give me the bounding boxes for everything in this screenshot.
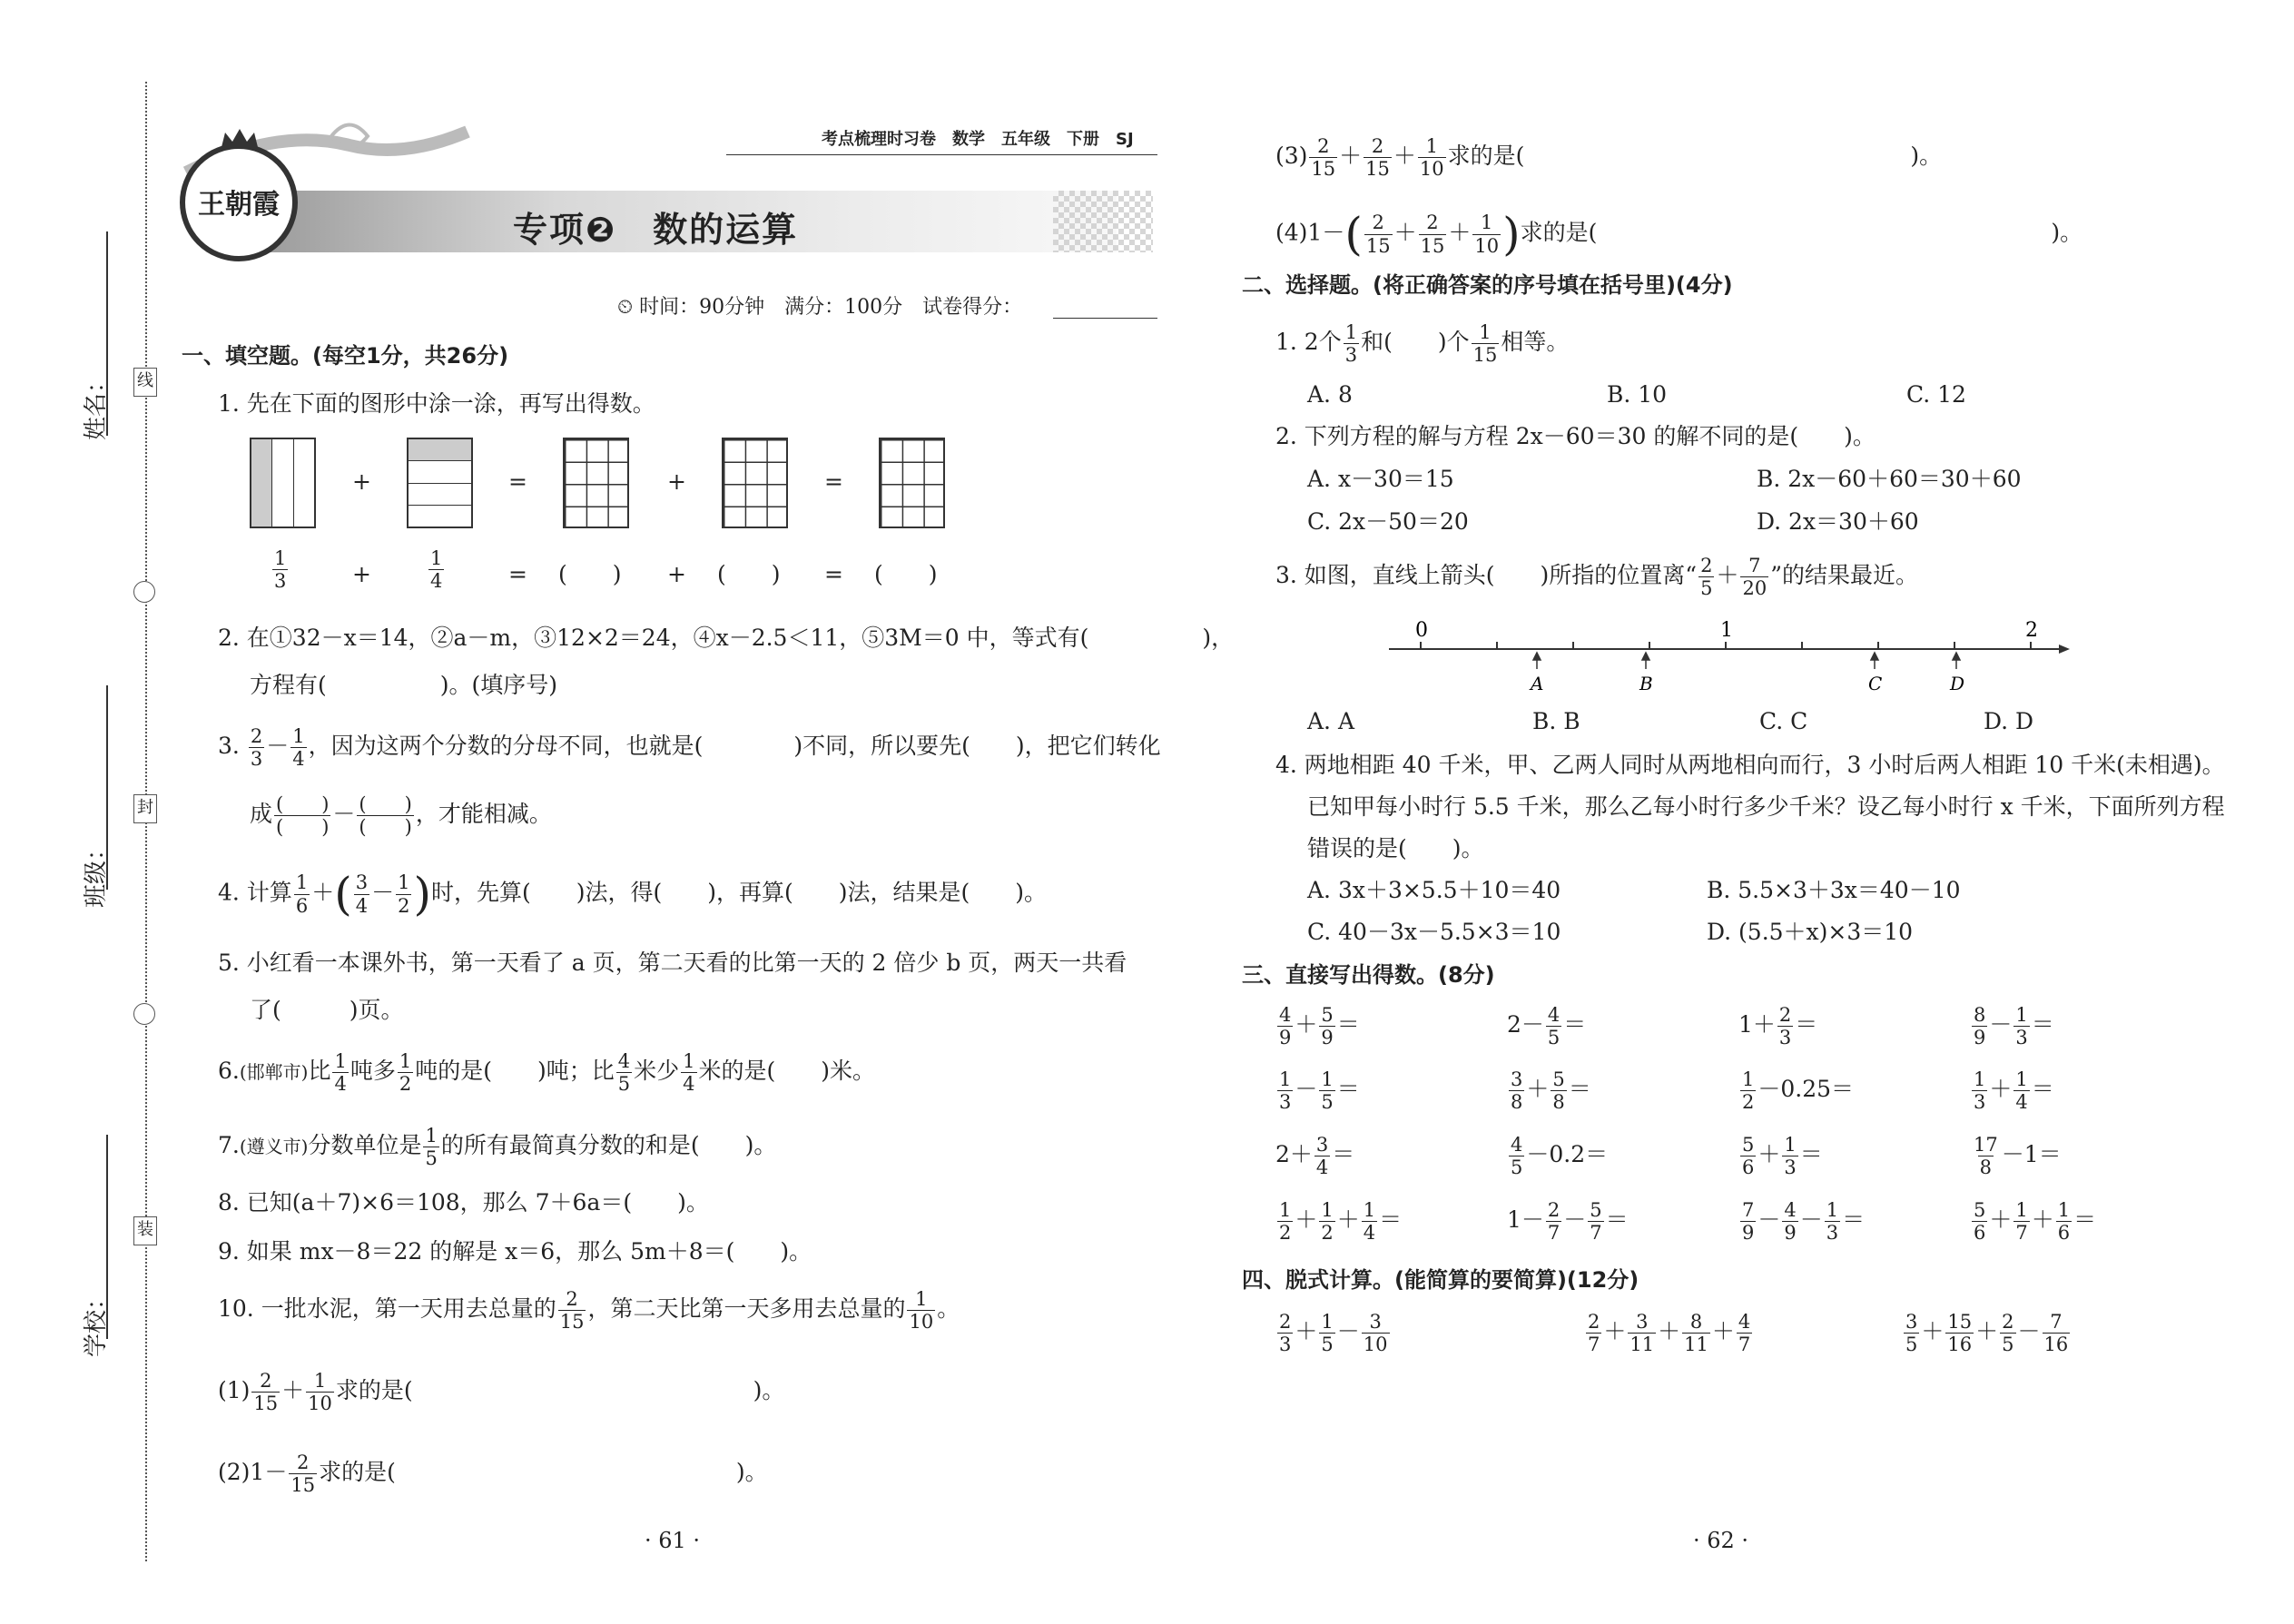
section-2-heading: 二、选择题。(将正确答案的序号填在括号里)(4分) xyxy=(1242,272,1733,298)
calc-item: $\frac{5}{6}$ ＋ $\frac{1}{7}$ ＋ $\frac{1}{6}$ ＝ xyxy=(1974,1199,2097,1245)
calc-item: $\frac{2}{7}$ ＋ $\frac{3}{11}$ ＋ $\frac{8}{11}$ ＋ $\frac{4}{7}$ xyxy=(1588,1311,1751,1356)
q8-text: 8. 已知(a＋7)×6＝108，那么 7＋6a＝( )。 xyxy=(218,1189,709,1216)
header-rule xyxy=(726,154,1157,155)
logo-text: 王朝霞 xyxy=(198,189,280,221)
q2-text-2: 方程有( )。(填序号) xyxy=(250,672,558,698)
q5-text: 5. 小红看一本课外书，第一天看了 a 页，第二天看的比第一天的 2 倍少 b 页，两天一共看 xyxy=(218,950,1127,976)
time-info xyxy=(617,298,1022,318)
equals-sign: = xyxy=(824,468,843,495)
checker-decoration xyxy=(1053,191,1153,252)
q3-text-2: 成 $\frac{( )}{( )}$ － $\frac{( )}{( )}$ ，才能相减。 xyxy=(250,793,552,839)
c4-option-c[interactable]: C. 40－3x－5.5×3＝10 xyxy=(1307,919,1561,945)
calc-item: $\frac{1}{3}$ － $\frac{1}{5}$ ＝ xyxy=(1279,1068,1360,1114)
edition: SJ xyxy=(1116,130,1134,149)
c4-text-2: 已知甲每小时行 5.5 千米，那么乙每小时行多少千米？设乙每小时行 x 千米，下面所列方程 xyxy=(1307,793,2225,820)
page-number-right: · 62 · xyxy=(1693,1528,1749,1553)
calc-item: $\frac{1}{2}$ ＋ $\frac{1}{2}$ ＋ $\frac{1}{4}$ ＝ xyxy=(1279,1199,1403,1245)
c1-option-b[interactable]: B. 10 xyxy=(1607,381,1668,408)
c4-option-a[interactable]: A. 3x＋3×5.5＋10＝40 xyxy=(1307,877,1561,903)
plus-sign: + xyxy=(667,468,686,495)
q10-2-text: (2)1－ $\frac{2}{15}$ 求的是( )。 xyxy=(218,1452,768,1497)
q5-text-2: 了( )页。 xyxy=(250,997,404,1023)
mark-seal: 封 xyxy=(133,794,157,823)
answer-blank[interactable]: ( ) xyxy=(717,561,781,587)
calc-item: $\frac{2}{3}$ ＋ $\frac{1}{5}$ － $\frac{3}{10}$ xyxy=(1279,1311,1388,1356)
q10-text: 10. 一批水泥，第一天用去总量的 $\frac{2}{15}$ ，第二天比第一天多用去总量的 $\frac{1}{10}$ 。 xyxy=(218,1288,960,1334)
time-text: 时间：90分钟 满分：100分 试卷得分： xyxy=(639,296,1023,319)
equals-sign: = xyxy=(508,561,527,587)
q3-text: 3. $\frac{2}{3}$ － $\frac{1}{4}$ ，因为这两个分数的分母不同，也就是( )不同，所以要先( )，把它们转化 xyxy=(218,725,1161,771)
q1-frac-2: $\frac{1}{4}$ xyxy=(430,547,443,593)
c4-option-d[interactable]: D. (5.5＋x)×3＝10 xyxy=(1707,919,1914,945)
plus-sign: + xyxy=(667,561,686,587)
c2-text: 2. 下列方程的解与方程 2x－60＝30 的解不同的是( )。 xyxy=(1275,423,1876,449)
fig-grid-3[interactable] xyxy=(879,438,945,528)
calc-item: $\frac{4}{9}$ ＋ $\frac{5}{9}$ ＝ xyxy=(1279,1004,1360,1049)
q10-3-text: (3) $\frac{2}{15}$ ＋ $\frac{2}{15}$ ＋ $\frac{1}{10}$ 求的是( )。 xyxy=(1275,135,1943,181)
q10-1-text: (1) $\frac{2}{15}$ ＋ $\frac{1}{10}$ 求的是( )。 xyxy=(218,1370,785,1415)
arrow-label-a: A xyxy=(1531,673,1544,694)
section-4-heading: 四、脱式计算。(能简算的要简算)(12分) xyxy=(1242,1267,1639,1293)
q7-text: 7.(遵义市)分数单位是 $\frac{1}{5}$ 的所有最简真分数的和是( )。 xyxy=(218,1125,777,1170)
class-label: 班级： xyxy=(83,836,110,908)
plus-sign: + xyxy=(352,561,371,587)
equals-sign: = xyxy=(508,468,527,495)
c1-option-c[interactable]: C. 12 xyxy=(1906,381,1966,408)
calc-item: 2＋ $\frac{3}{4}$ ＝ xyxy=(1275,1134,1355,1179)
c1-text: 1. 2个 $\frac{1}{3}$ 和( )个 $\frac{1}{15}$ 相等。 xyxy=(1275,321,1570,367)
c3-text: 3. 如图，直线上箭头( )所指的位置离“ $\frac{2}{5}$ ＋ $\frac{7}{20}$ ”的结果最近。 xyxy=(1275,555,1919,600)
flower-icon xyxy=(133,1003,155,1025)
c1-option-a[interactable]: A. 8 xyxy=(1307,381,1353,408)
answer-blank[interactable]: ( ) xyxy=(874,561,938,587)
c2-option-b[interactable]: B. 2x－60＋60＝30＋60 xyxy=(1757,466,2022,492)
arrow-label-d: D xyxy=(1950,673,1965,694)
clock-icon: ⏲ xyxy=(617,296,640,319)
section-1-heading: 一、填空题。(每空1分，共26分) xyxy=(182,343,509,369)
calc-item: $\frac{4}{5}$ －0.2＝ xyxy=(1511,1134,1609,1179)
calc-item: $\frac{7}{9}$ － $\frac{4}{9}$ － $\frac{1}{3}$ ＝ xyxy=(1742,1199,1866,1245)
equals-sign: = xyxy=(824,561,843,587)
school-label: 学校： xyxy=(83,1285,110,1357)
tick-label-1: 1 xyxy=(1720,619,1733,642)
q1-text: 1. 先在下面的图形中涂一涂，再写出得数。 xyxy=(218,390,655,417)
calc-item: $\frac{8}{9}$ － $\frac{1}{3}$ ＝ xyxy=(1974,1004,2054,1049)
q2-text: 2. 在①32－x＝14，②a－m，③12×2＝24，④x－2.5＜11，⑤3M＝0 中，等式有( )， xyxy=(218,625,1235,651)
page-number-left: · 61 · xyxy=(645,1528,701,1553)
mark-line: 线 xyxy=(133,368,157,397)
c3-option-c[interactable]: C. C xyxy=(1759,708,1808,734)
fig-grid-2[interactable] xyxy=(722,438,788,528)
page-title: 专项❷ 数的运算 xyxy=(513,210,799,250)
c3-option-b[interactable]: B. B xyxy=(1532,708,1580,734)
mark-bind: 装 xyxy=(133,1216,157,1245)
c2-option-c[interactable]: C. 2x－50＝20 xyxy=(1307,508,1469,535)
calc-item: $\frac{5}{6}$ ＋ $\frac{1}{3}$ ＝ xyxy=(1742,1134,1823,1179)
calc-item: $\frac{17}{8}$ －1＝ xyxy=(1974,1134,2062,1179)
c4-option-b[interactable]: B. 5.5×3＋3x＝40－10 xyxy=(1707,877,1961,903)
q6-text: 6.(邯郸市)比 $\frac{1}{4}$ 吨多 $\frac{1}{2}$ 吨的是( )吨；比 $\frac{4}{5}$ 米少 $\frac{1}{4}$ 米的是( )米。 xyxy=(218,1050,876,1096)
c2-option-d[interactable]: D. 2x＝30＋60 xyxy=(1757,508,1919,535)
c3-option-a[interactable]: A. A xyxy=(1307,708,1355,734)
subject: 数学 xyxy=(952,130,985,149)
flower-icon xyxy=(133,581,155,603)
arrow-label-b: B xyxy=(1639,673,1653,694)
brand-logo xyxy=(180,143,298,261)
tick-label-0: 0 xyxy=(1415,619,1428,642)
calc-item: 1＋ $\frac{2}{3}$ ＝ xyxy=(1738,1004,1818,1049)
calc-item: $\frac{3}{8}$ ＋ $\frac{5}{8}$ ＝ xyxy=(1511,1068,1591,1114)
calc-item: 2－ $\frac{4}{5}$ ＝ xyxy=(1507,1004,1587,1049)
number-line xyxy=(1380,613,2079,699)
arrow-label-c: C xyxy=(1868,673,1883,694)
series-name: 考点梳理时习卷 xyxy=(822,130,936,149)
q9-text: 9. 如果 mx－8＝22 的解是 x＝6，那么 5m＋8＝( )。 xyxy=(218,1238,812,1265)
q10-4-text: (4)1－( $\frac{2}{15}$ ＋ $\frac{2}{15}$ ＋ $\frac{1}{10}$ )求的是( )。 xyxy=(1275,208,2083,261)
c4-text-3: 错误的是( )。 xyxy=(1307,835,1484,861)
name-label: 姓名： xyxy=(83,369,110,440)
section-3-heading: 三、直接写出得数。(8分) xyxy=(1242,962,1495,988)
q1-frac-1: $\frac{1}{3}$ xyxy=(274,547,287,593)
score-blank[interactable] xyxy=(1053,318,1157,319)
c4-text: 4. 两地相距 40 千米，甲、乙两人同时从两地相向而行，3 小时后两人相距 10 千米(未相遇)。 xyxy=(1275,752,2225,778)
tick-label-2: 2 xyxy=(2025,619,2038,642)
fig-thirds[interactable] xyxy=(250,438,316,528)
calc-item: 1－ $\frac{2}{7}$ － $\frac{5}{7}$ ＝ xyxy=(1507,1199,1629,1245)
q4-text: 4. 计算 $\frac{1}{6}$ ＋( $\frac{3}{4}$ － $\frac{1}{2}$ )时，先算( )法，得( )，再算( )法，结果是( )。 xyxy=(218,868,1048,920)
calc-item: $\frac{1}{2}$ －0.25＝ xyxy=(1742,1068,1855,1114)
series-info xyxy=(822,132,1134,148)
answer-blank[interactable]: ( ) xyxy=(558,561,622,587)
grade: 五年级 xyxy=(1001,130,1050,149)
calc-item: $\frac{3}{5}$ ＋ $\frac{15}{16}$ ＋ $\frac{2}{5}$ － $\frac{7}{16}$ xyxy=(1905,1311,2069,1356)
fig-grid-1[interactable] xyxy=(563,438,629,528)
calc-item: $\frac{1}{3}$ ＋ $\frac{1}{4}$ ＝ xyxy=(1974,1068,2054,1114)
c2-option-a[interactable]: A. x－30＝15 xyxy=(1307,466,1454,492)
c3-option-d[interactable]: D. D xyxy=(1984,708,2034,734)
term: 下册 xyxy=(1067,130,1099,149)
fig-quarters[interactable] xyxy=(407,438,473,528)
plus-sign: + xyxy=(352,468,371,495)
